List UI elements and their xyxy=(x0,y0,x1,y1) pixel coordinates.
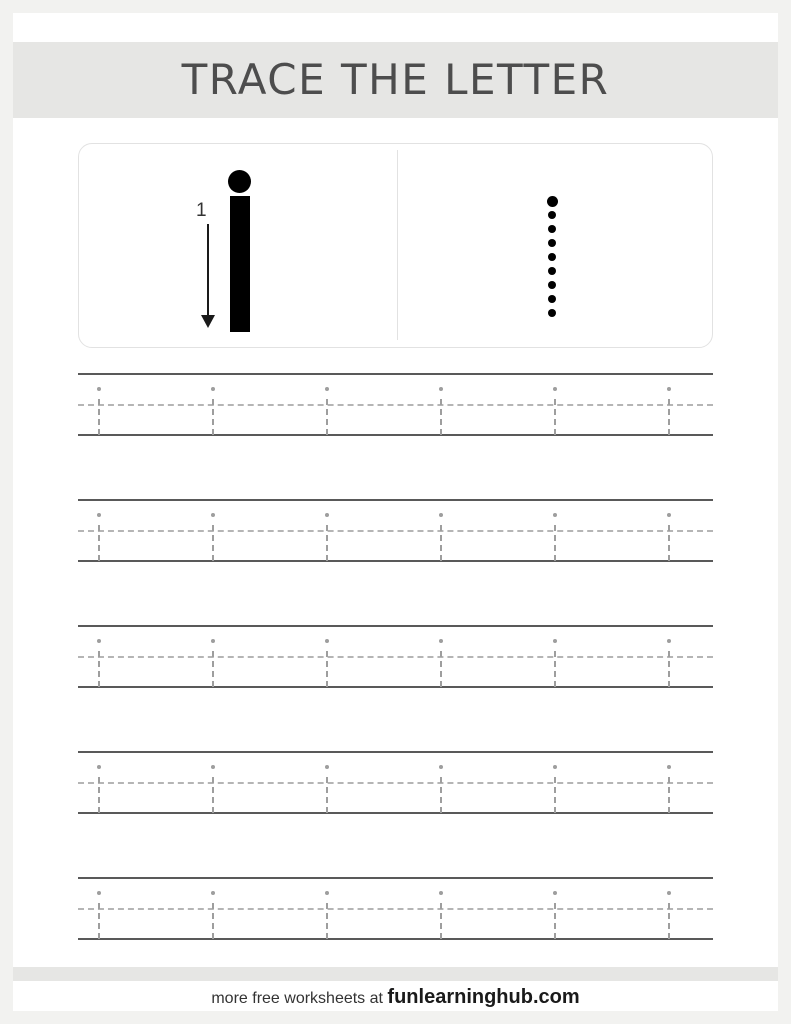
row-mid-dashed-line xyxy=(78,530,713,532)
trace-letter-stem xyxy=(98,525,100,561)
trace-letter-stem xyxy=(440,903,442,939)
trace-letter-dot xyxy=(325,639,329,643)
trace-letter-dot xyxy=(439,387,443,391)
trace-letter-dot xyxy=(439,891,443,895)
dotted-stem-dot xyxy=(548,239,556,247)
dotted-stem-dot xyxy=(548,309,556,317)
trace-letter-stem xyxy=(554,777,556,813)
trace-letter-stem xyxy=(668,651,670,687)
trace-letter-stem xyxy=(326,399,328,435)
i-dotted-letter xyxy=(548,197,557,325)
trace-letter-stem xyxy=(326,651,328,687)
row-top-line xyxy=(78,625,713,627)
demo-box xyxy=(78,143,713,348)
trace-letter-dot xyxy=(667,387,671,391)
row-base-line xyxy=(78,686,713,688)
trace-letter-dot xyxy=(667,765,671,769)
trace-letter-stem xyxy=(440,651,442,687)
row-top-line xyxy=(78,877,713,879)
trace-letter-dot xyxy=(97,513,101,517)
practice-row xyxy=(78,877,713,939)
trace-letter-dot xyxy=(553,513,557,517)
trace-letter-stem xyxy=(440,777,442,813)
trace-letter-stem xyxy=(668,777,670,813)
trace-letter-stem xyxy=(212,651,214,687)
stroke-arrow-icon xyxy=(207,224,209,318)
trace-letter-stem xyxy=(554,525,556,561)
trace-letter-stem xyxy=(326,777,328,813)
trace-letter-dot xyxy=(97,387,101,391)
trace-letter-stem xyxy=(554,903,556,939)
trace-letter-dot xyxy=(97,891,101,895)
footer-prefix: more free worksheets at xyxy=(211,990,388,1007)
trace-letter-dot xyxy=(553,387,557,391)
trace-letter-dot xyxy=(325,387,329,391)
row-mid-dashed-line xyxy=(78,404,713,406)
trace-letter-dot xyxy=(325,513,329,517)
trace-letter-dot xyxy=(553,765,557,769)
trace-letter-dot xyxy=(439,513,443,517)
i-dot-icon xyxy=(228,170,251,193)
trace-letter-dot xyxy=(211,891,215,895)
trace-letter-stem xyxy=(554,651,556,687)
trace-letter-dot xyxy=(667,891,671,895)
trace-letter-dot xyxy=(439,765,443,769)
trace-letter-dot xyxy=(667,639,671,643)
trace-letter-dot xyxy=(211,387,215,391)
row-base-line xyxy=(78,938,713,940)
stroke-order-number: 1 xyxy=(196,200,207,221)
i-solid-letter xyxy=(230,196,250,332)
dotted-stem-dot xyxy=(548,295,556,303)
row-mid-dashed-line xyxy=(78,656,713,658)
row-base-line xyxy=(78,560,713,562)
practice-row xyxy=(78,625,713,687)
stroke-arrow-head-icon xyxy=(201,315,215,328)
trace-letter-stem xyxy=(98,651,100,687)
trace-letter-stem xyxy=(98,399,100,435)
dotted-stem-dot xyxy=(548,281,556,289)
trace-letter-dot xyxy=(553,639,557,643)
trace-letter-dot xyxy=(325,891,329,895)
dotted-stem-dot xyxy=(548,197,556,205)
trace-letter-dot xyxy=(553,891,557,895)
trace-letter-stem xyxy=(440,525,442,561)
trace-letter-dot xyxy=(325,765,329,769)
page-title: TRACE THE LETTER xyxy=(181,55,610,104)
row-mid-dashed-line xyxy=(78,782,713,784)
trace-letter-stem xyxy=(440,399,442,435)
trace-letter-stem xyxy=(668,525,670,561)
trace-letter-stem xyxy=(212,777,214,813)
trace-letter-stem xyxy=(326,525,328,561)
trace-letter-stem xyxy=(212,525,214,561)
row-mid-dashed-line xyxy=(78,908,713,910)
row-top-line xyxy=(78,751,713,753)
footer-site-link[interactable]: funlearninghub.com xyxy=(387,986,580,1008)
trace-letter-dot xyxy=(211,765,215,769)
dotted-stem-dot xyxy=(548,211,556,219)
trace-letter-stem xyxy=(98,903,100,939)
practice-row xyxy=(78,499,713,561)
trace-letter-stem xyxy=(668,399,670,435)
trace-letter-stem xyxy=(98,777,100,813)
trace-letter-stem xyxy=(326,903,328,939)
dotted-stem-dot xyxy=(548,253,556,261)
footer-credit xyxy=(0,986,791,1009)
trace-letter-stem xyxy=(554,399,556,435)
demo-box-divider xyxy=(397,150,398,340)
trace-letter-dot xyxy=(211,513,215,517)
trace-letter-dot xyxy=(211,639,215,643)
dotted-stem-dot xyxy=(548,267,556,275)
practice-row xyxy=(78,373,713,435)
row-top-line xyxy=(78,373,713,375)
dotted-stem-dot xyxy=(548,225,556,233)
row-top-line xyxy=(78,499,713,501)
trace-letter-stem xyxy=(212,399,214,435)
practice-row xyxy=(78,751,713,813)
trace-letter-dot xyxy=(667,513,671,517)
trace-letter-stem xyxy=(212,903,214,939)
trace-letter-stem xyxy=(668,903,670,939)
trace-letter-dot xyxy=(439,639,443,643)
row-base-line xyxy=(78,434,713,436)
trace-letter-dot xyxy=(97,639,101,643)
trace-letter-dot xyxy=(97,765,101,769)
footer-band xyxy=(13,967,778,981)
row-base-line xyxy=(78,812,713,814)
